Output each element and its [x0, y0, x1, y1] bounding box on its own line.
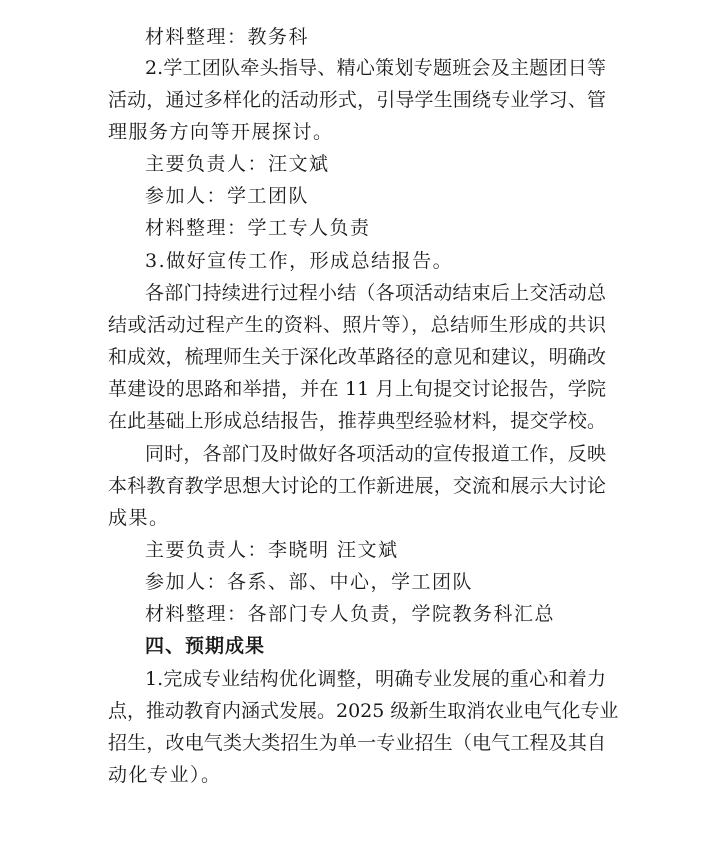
text-line: 招生，改电气类大类招生为单一专业招生（电气工程及其自: [108, 732, 606, 754]
text-line: 各部门持续进行过程小结（各项活动结束后上交活动总: [145, 282, 606, 304]
text-line: 和成效，梳理师生关于深化改革路径的意见和建议，明确改: [108, 346, 606, 368]
text-line: 材料整理：学工专人负责: [145, 217, 371, 239]
text-line: 活动，通过多样化的活动形式，引导学生围绕专业学习、管: [108, 89, 606, 111]
text-line: 材料整理：各部门专人负责，学院教务科汇总: [145, 603, 556, 625]
text-line: 革建设的思路和举措，并在 11 月上旬提交讨论报告，学院: [108, 378, 606, 400]
text-line: 参加人：各系、部、中心，学工团队: [145, 571, 474, 593]
text-line: 参加人：学工团队: [145, 185, 310, 207]
text-line: 结或活动过程产生的资料、照片等），总结师生形成的共识: [108, 314, 606, 336]
text-line: 主要负责人：汪文斌: [145, 153, 330, 175]
text-line: 2.学工团队牵头指导、精心策划专题班会及主题团日等: [145, 57, 606, 79]
text-line: 本科教育教学思想大讨论的工作新进展，交流和展示大讨论: [108, 475, 606, 497]
text-line: 成果。: [108, 507, 170, 529]
text-line: 材料整理：教务科: [145, 26, 310, 48]
section-heading: 四、预期成果: [145, 635, 266, 657]
text-line: 3.做好宣传工作，形成总结报告。: [145, 250, 454, 272]
text-line: 在此基础上形成总结报告，推荐典型经验材料，提交学校。: [108, 410, 606, 432]
text-line: 主要负责人：李晓明 汪文斌: [145, 539, 399, 561]
text-line: 1.完成专业结构优化调整，明确专业发展的重心和着力: [145, 668, 606, 690]
text-line: 理服务方向等开展探讨。: [108, 121, 334, 143]
text-line: 动化专业）。: [108, 764, 222, 786]
text-line: 点，推动教育内涵式发展。2025 级新生取消农业电气化专业: [108, 700, 619, 722]
text-line: 同时，各部门及时做好各项活动的宣传报道工作，反映: [145, 443, 606, 465]
